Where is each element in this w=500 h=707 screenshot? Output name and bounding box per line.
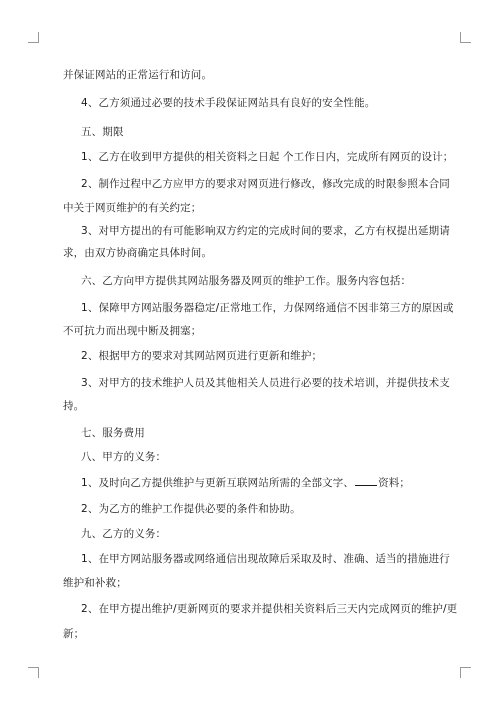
section-heading: 七、服务费用 <box>81 427 145 439</box>
text-line: 求，由双方协商确定具体时间。 <box>63 247 213 259</box>
text-line: 不可抗力而出现中断及拥塞； <box>63 325 202 337</box>
text-line-part: 1、及时向乙方提供维护与更新互联网站所需的全部文字、 <box>81 477 355 489</box>
section-heading: 六、乙方向甲方提供其网站服务器及网页的维护工作。服务内容包括： <box>81 275 412 287</box>
corner-mark-top-left <box>28 32 39 43</box>
text-line: 2、制作过程中乙方应甲方的要求对网页进行修改，修改完成的时限参照本合同 <box>81 178 450 190</box>
text-line: 2、根据甲方的要求对其网站网页进行更新和维护； <box>81 350 323 362</box>
text-line: 3、对甲方的技术维护人员及其他相关人员进行必要的技术培训，并提供技术支 <box>81 377 450 389</box>
text-line <box>81 475 443 490</box>
corner-mark-bottom-left <box>28 667 39 678</box>
corner-mark-top-right <box>460 32 471 43</box>
text-line: 并保证网站的正常运行和访问。 <box>63 69 213 81</box>
text-line-part: 资料； <box>378 477 411 489</box>
text-line: 2、为乙方的维护工作提供必要的条件和协助。 <box>81 503 301 515</box>
fill-in-blank <box>355 475 377 486</box>
text-line: 1、在甲方网站服务器或网络通信出现故障后采取及时、准确、适当的措施进行 <box>81 553 450 565</box>
section-heading: 八、甲方的义务： <box>81 451 167 463</box>
text-line: 维护和补救； <box>63 577 127 589</box>
text-line: 1、保障甲方网站服务器稳定/正常地工作，力保网络通信不因非第三方的原因或 <box>81 302 454 314</box>
corner-mark-bottom-right <box>460 667 471 678</box>
section-heading: 五、期限 <box>81 126 124 138</box>
text-line: 新； <box>63 628 85 640</box>
text-line: 3、对甲方提出的有可能影响双方约定的完成时间的要求，乙方有权提出延期请 <box>81 225 450 237</box>
text-line: 中关于网页维护的有关约定； <box>63 202 202 214</box>
text-line: 4、乙方须通过必要的技术手段保证网站具有良好的安全性能。 <box>81 97 376 109</box>
section-heading: 九、乙方的义务： <box>81 528 167 540</box>
text-line: 2、在甲方提出维护/更新网页的要求并提供相关资料后三天内完成网页的维护/更 <box>81 603 458 615</box>
text-line: 持。 <box>63 400 85 412</box>
text-line: 1、乙方在收到甲方提供的相关资料之日起 个工作日内，完成所有网页的设计； <box>81 151 454 163</box>
